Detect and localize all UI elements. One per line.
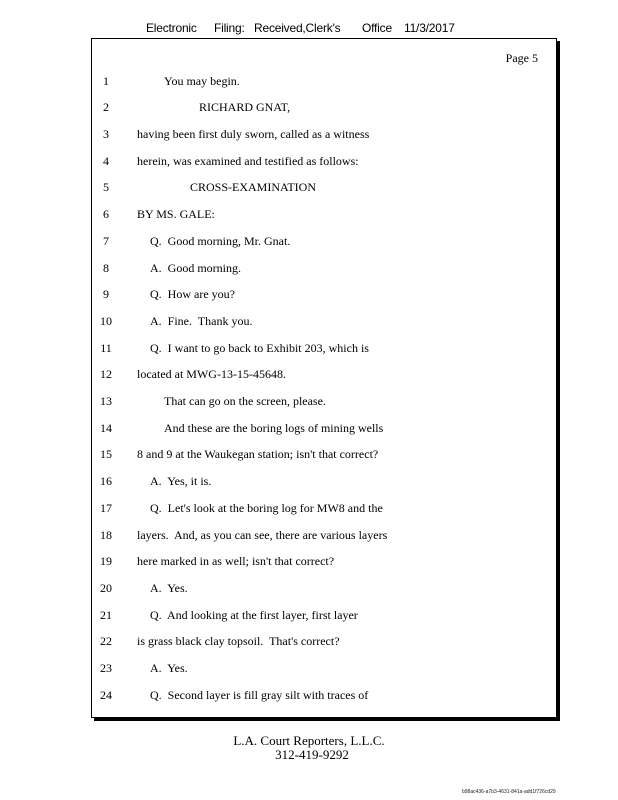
footer-company: L.A. Court Reporters, L.L.C. bbox=[233, 733, 385, 748]
filing-received: Received,Clerk's bbox=[254, 21, 341, 35]
line-text: A. Fine. Thank you. bbox=[150, 314, 253, 328]
line-text: Q. I want to go back to Exhibit 203, which is bbox=[150, 341, 369, 355]
line-number: 8 bbox=[103, 261, 109, 275]
line-number: 6 bbox=[103, 207, 109, 221]
line-number: 12 bbox=[100, 367, 112, 381]
line-text: That can go on the screen, please. bbox=[164, 394, 326, 408]
line-number: 7 bbox=[103, 234, 109, 248]
line-number: 22 bbox=[100, 634, 112, 648]
line-number: 3 bbox=[103, 127, 109, 141]
line-text: A. Yes. bbox=[150, 581, 188, 595]
line-text: And these are the boring logs of mining wells bbox=[164, 421, 384, 435]
line-number: 13 bbox=[100, 394, 112, 408]
line-number: 17 bbox=[100, 501, 112, 515]
line-number: 16 bbox=[100, 474, 112, 488]
line-text: Q. How are you? bbox=[150, 287, 235, 301]
line-text: Q. And looking at the first layer, first layer bbox=[150, 608, 358, 622]
line-number: 1 bbox=[103, 74, 109, 88]
line-number: 24 bbox=[100, 688, 112, 702]
line-text: 8 and 9 at the Waukegan station; isn't that correct? bbox=[137, 447, 379, 461]
filing-filing: Filing: bbox=[214, 21, 245, 35]
line-number: 14 bbox=[100, 421, 112, 435]
line-text: A. Yes, it is. bbox=[150, 474, 212, 488]
line-text: You may begin. bbox=[164, 74, 240, 88]
line-number: 5 bbox=[103, 180, 109, 194]
line-text: having been first duly sworn, called as a witness bbox=[137, 127, 370, 141]
line-text: is grass black clay topsoil. That's correct? bbox=[137, 634, 340, 648]
filing-date: 11/3/2017 bbox=[404, 21, 455, 35]
line-text: here marked in as well; isn't that correct? bbox=[137, 554, 335, 568]
line-number: 10 bbox=[100, 314, 112, 328]
line-text: layers. And, as you can see, there are various layers bbox=[137, 528, 388, 542]
line-text: herein, was examined and testified as follows: bbox=[137, 154, 359, 168]
line-text: A. Good morning. bbox=[150, 261, 241, 275]
line-number: 19 bbox=[100, 554, 112, 568]
line-number: 15 bbox=[100, 447, 112, 461]
line-number: 23 bbox=[100, 661, 112, 675]
line-number: 18 bbox=[100, 528, 112, 542]
line-number: 4 bbox=[103, 154, 109, 168]
line-number: 9 bbox=[103, 287, 109, 301]
line-text: RICHARD GNAT, bbox=[199, 100, 291, 114]
line-text: Q. Second layer is fill gray silt with traces of bbox=[150, 688, 369, 702]
line-number: 11 bbox=[100, 341, 112, 355]
document-hash: b98ac436-a7b3-4631-841a-add1f726cd29 bbox=[462, 789, 556, 795]
line-text: CROSS-EXAMINATION bbox=[190, 180, 317, 194]
line-text: located at MWG-13-15-45648. bbox=[137, 367, 286, 381]
line-text: A. Yes. bbox=[150, 661, 188, 675]
footer-phone: 312-419-9292 bbox=[275, 747, 349, 762]
line-text: Q. Let's look at the boring log for MW8 and the bbox=[150, 501, 383, 515]
line-text: Q. Good morning, Mr. Gnat. bbox=[150, 234, 291, 248]
line-text: BY MS. GALE: bbox=[137, 207, 215, 221]
filing-office: Office bbox=[362, 21, 392, 35]
filing-electronic: Electronic bbox=[146, 21, 197, 35]
line-number: 21 bbox=[100, 608, 112, 622]
line-number: 2 bbox=[103, 100, 109, 114]
page-number: Page 5 bbox=[505, 51, 538, 65]
line-number: 20 bbox=[100, 581, 112, 595]
